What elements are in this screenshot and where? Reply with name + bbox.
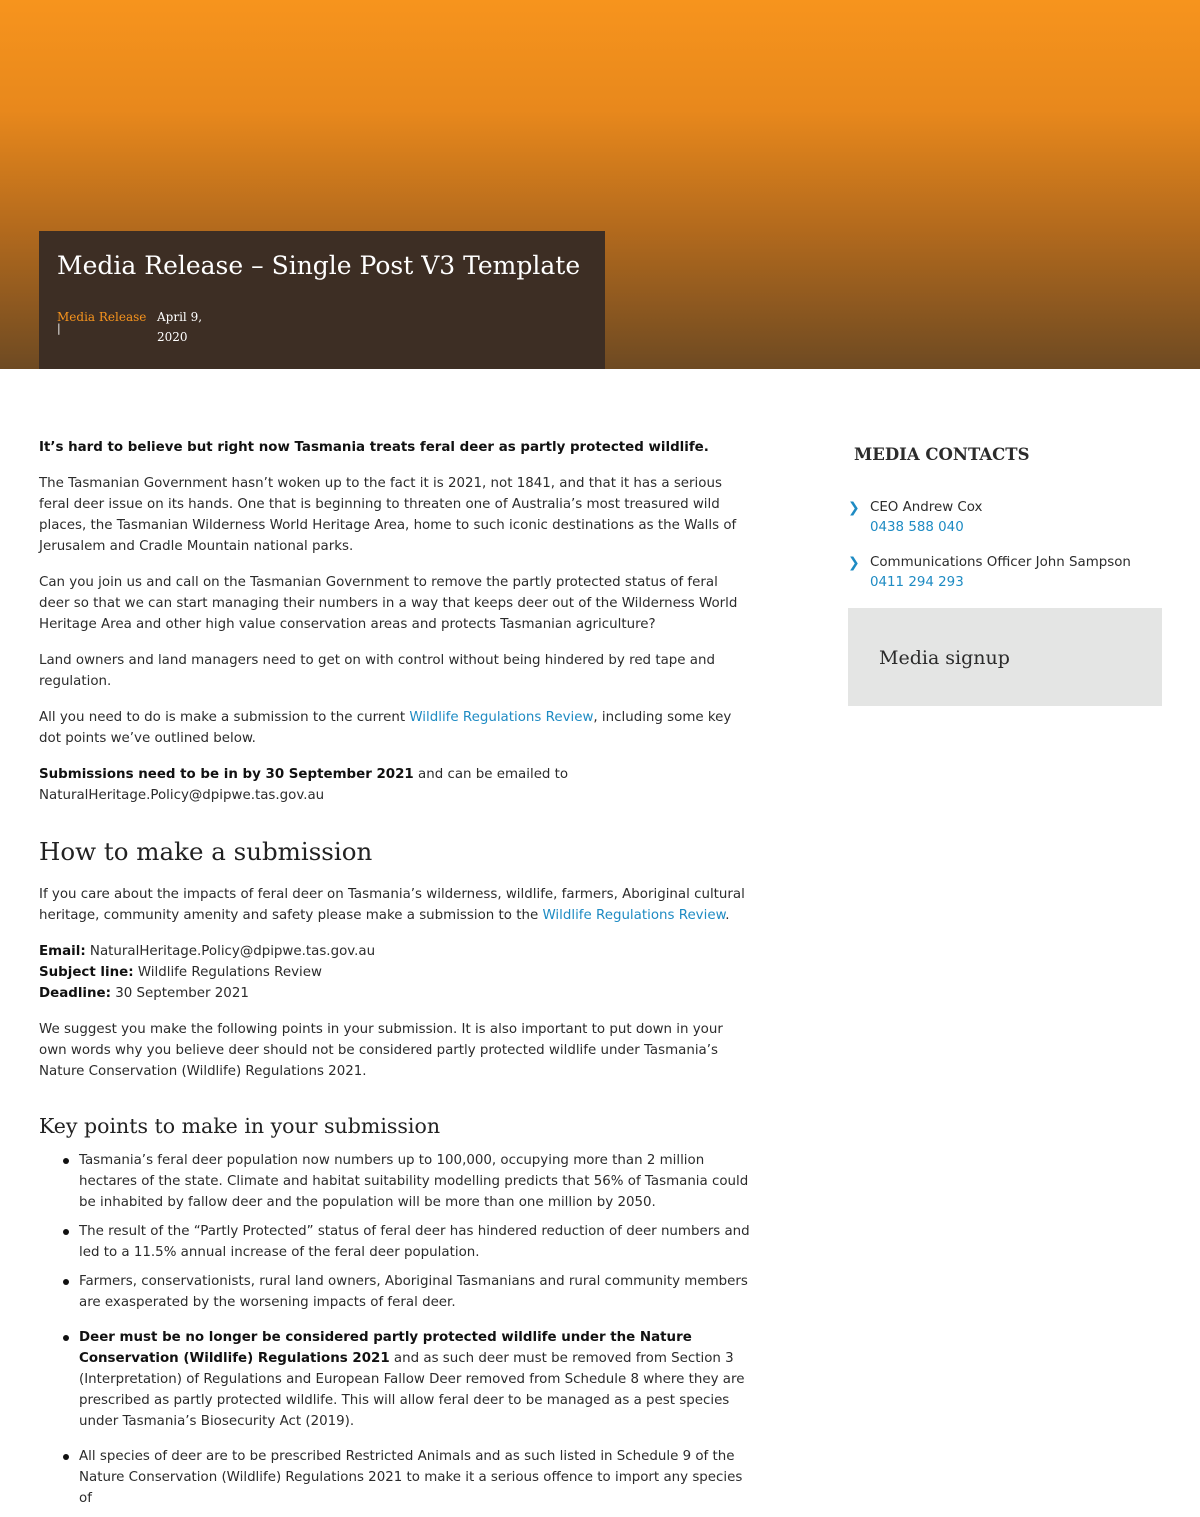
- list-item: The result of the “Partly Protected” status of feral deer has hindered reduction of deer numbers and led to a 11.5% annual increase of the feral deer population.: [79, 1221, 751, 1263]
- contact-name: CEO Andrew Cox: [870, 500, 983, 515]
- subject-label: Subject line:: [39, 965, 134, 980]
- list-item: [79, 1327, 751, 1432]
- contacts-list: [848, 498, 1162, 593]
- key-points-list: [39, 1150, 751, 1509]
- media-signup-panel[interactable]: [848, 608, 1162, 706]
- suggest-paragraph: We suggest you make the following points in your submission. It is also important to put down in your own words why you believe deer should not be considered partly protected wildlife under Tasmania’s Nature Conservation (Wildlife) Regulations 2021.: [39, 1022, 723, 1079]
- contact-phone-link[interactable]: 0438 588 040: [870, 520, 964, 535]
- how-to-heading: How to make a submission: [39, 837, 373, 866]
- paragraph-1: The Tasmanian Government hasn’t woken up to the fact it is 2021, not 1841, and that it has a serious feral deer issue on its hands. One that is beginning to threaten one of Australia’s most treasured wild places, the Tasmanian Wilderness World Heritage Area, home to such iconic destinations as the Walls of Jerusalem and Cradle Mountain national parks.: [39, 476, 737, 554]
- chevron-right-icon: ❯: [848, 500, 860, 516]
- media-contacts-heading: MEDIA CONTACTS: [854, 445, 1030, 464]
- article-body: [39, 437, 751, 1517]
- key-points-heading: Key points to make in your submission: [39, 1114, 441, 1138]
- point-emphasis: Deer must be no longer be considered partly protected wildlife under the Nature Conservation (Wildlife) Regulations 2021: [79, 1330, 692, 1366]
- meta-separator: |: [57, 322, 61, 335]
- deadline-emphasis: Submissions need to be in by 30 September 2021: [39, 767, 414, 782]
- hero-title-card: [39, 231, 605, 369]
- category-link[interactable]: Media Release: [57, 310, 147, 324]
- list-item: Tasmania’s feral deer population now numbers up to 100,000, occupying more than 2 million hectares of the state. Climate and habitat suitability modelling predicts that 56% of Tasmania could be inhabited by fallow deer and the population will be more than one million by 2050.: [79, 1150, 751, 1213]
- paragraph-4: [39, 707, 751, 749]
- chevron-right-icon: ❯: [848, 555, 860, 571]
- list-item: All species of deer are to be prescribed Restricted Animals and as such listed in Schedule 9 of the Nature Conservation (Wildlife) Regulations 2021 to make it a serious offence to import any species of: [79, 1446, 751, 1509]
- p4-text-end: , including some key dot points we’ve outlined below.: [39, 710, 732, 746]
- hero-banner: [0, 0, 1200, 369]
- submission-details: [39, 941, 751, 1004]
- paragraph-5: [39, 764, 751, 806]
- post-date: April 9, 2020: [157, 310, 203, 344]
- contact-phone-link[interactable]: 0411 294 293: [870, 575, 964, 590]
- how-text-end: .: [725, 908, 730, 923]
- p5-text: and can be emailed to NaturalHeritage.Policy@dpipwe.tas.gov.au: [39, 767, 569, 803]
- contact-name: Communications Officer John Sampson: [870, 555, 1131, 570]
- deadline-label: Deadline:: [39, 986, 111, 1001]
- subject-value: Wildlife Regulations Review: [133, 965, 322, 980]
- deadline-value: 30 September 2021: [110, 986, 249, 1001]
- how-paragraph: [39, 884, 751, 926]
- paragraph-2: Can you join us and call on the Tasmanian Government to remove the partly protected status of feral deer so that we can start managing their numbers in a way that keeps deer out of the Wilderness World Heritage Area and other high value conservation areas and protects Tasmanian agriculture?: [39, 575, 738, 632]
- list-item: Farmers, conservationists, rural land owners, Aboriginal Tasmanians and rural community members are exasperated by the worsening impacts of feral deer.: [79, 1271, 751, 1313]
- paragraph-3: Land owners and land managers need to get on with control without being hindered by red tape and regulation.: [39, 653, 715, 689]
- sidebar: [848, 440, 1162, 706]
- point-text: and as such deer must be removed from Section 3 (Interpretation) of Regulations and European Fallow Deer removed from Schedule 8 where they are prescribed as partly protected wildlife. This will allow feral deer to be managed as a pest species under Tasmania’s Biosecurity Act (2019).: [79, 1351, 745, 1429]
- lead-paragraph: [39, 437, 751, 458]
- wildlife-review-link-2[interactable]: Wildlife Regulations Review: [542, 908, 726, 923]
- media-signup-label: Media signup: [879, 647, 1010, 669]
- email-label: Email:: [39, 944, 86, 959]
- contact-item: [848, 498, 1162, 538]
- p4-text: All you need to do is make a submission to the current: [39, 710, 410, 725]
- page-title: Media Release – Single Post V3 Template: [57, 251, 581, 280]
- lead-text: It’s hard to believe but right now Tasmania treats feral deer as partly protected wildlife.: [39, 440, 709, 455]
- email-value: NaturalHeritage.Policy@dpipwe.tas.gov.au: [85, 944, 376, 959]
- wildlife-review-link[interactable]: Wildlife Regulations Review: [409, 710, 594, 725]
- how-text: If you care about the impacts of feral deer on Tasmania’s wilderness, wildlife, farmers, Aboriginal cultural heritage, community amenity and safety please make a submission to the: [39, 887, 745, 923]
- contact-item: [848, 553, 1162, 593]
